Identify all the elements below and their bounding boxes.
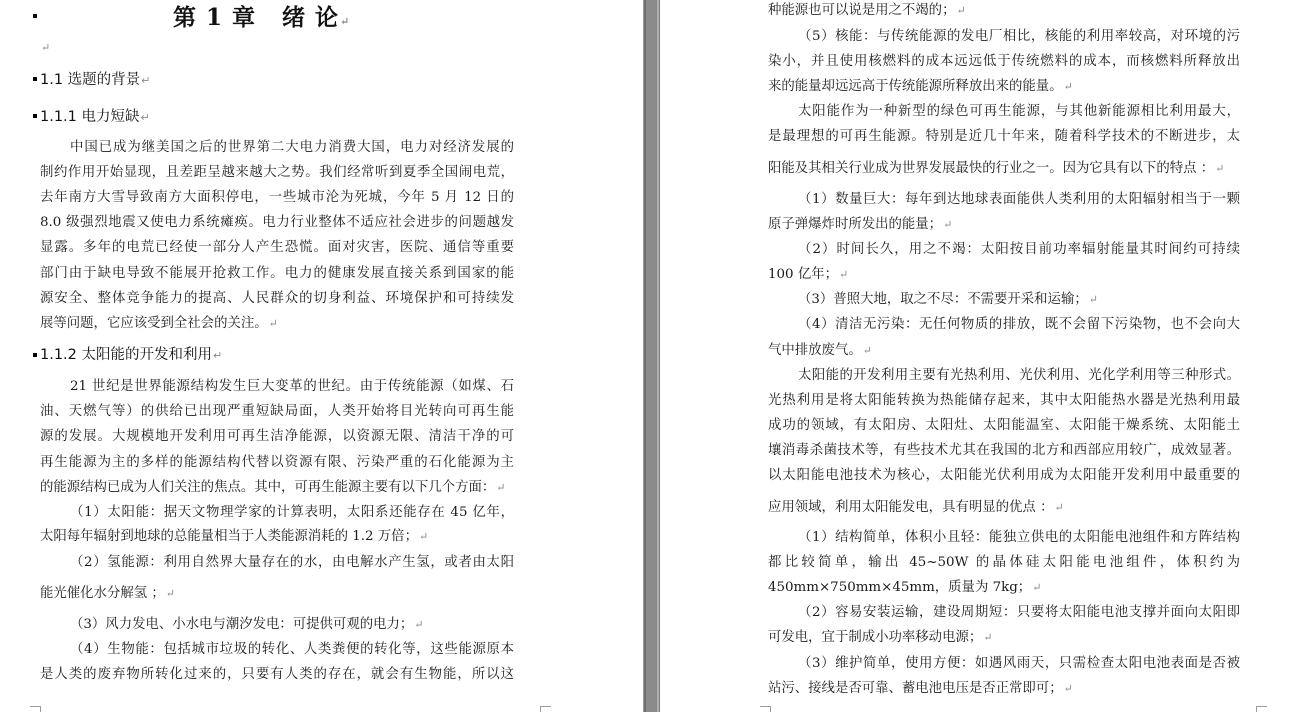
list-item-line: （1）结构简单，体积小且轻：能独立供电的太阳能电池组件和方阵结构 — [798, 530, 1240, 545]
paragraph-line: 去年南方大雪导致南方大面积停电，一些城市沦为死城，今年 5 月 12 日的 — [40, 190, 514, 205]
heading-1-1-1: 1.1.1 电力短缺↵ — [40, 109, 150, 125]
paragraph-line: 应用领域，利用太阳能发电，具有明显的优点 ：↵ — [768, 500, 1064, 515]
paragraph-line: 太阳能作为一种新型的绿色可再生能源，与其他新能源相比利用最大， — [798, 104, 1240, 119]
paragraph-mark-bullet — [33, 14, 37, 18]
list-item-line: 100 亿年；↵ — [768, 267, 849, 282]
list-item-line: （2）时间长久，用之不竭：太阳按目前功率辐射能量其时间约可持续 — [798, 242, 1240, 257]
document-page-left — [0, 0, 643, 712]
paragraph-mark-bullet — [33, 353, 37, 357]
page-corner-marker — [540, 706, 551, 712]
paragraph-line: 光热利用是将太阳能转换为热能储存起来，其中太阳能热水器是光热利用最 — [768, 393, 1240, 408]
list-item-line: （4）生物能：包括城市垃圾的转化、人类粪便的转化等，这些能源原本 — [70, 642, 514, 657]
paragraph-line: 源的发展。大规模地开发利用可再生洁净能源，以资源无限、清洁干净的可 — [40, 429, 514, 444]
document-page-right — [660, 0, 1313, 712]
list-item-line: 气中排放废气。↵ — [768, 343, 872, 358]
list-item-line: 可发电，宜于制成小功率移动电源；↵ — [768, 630, 993, 645]
list-item-line: （3）风力发电、小水电与潮汐发电：可提供可观的电力；↵ — [70, 617, 424, 632]
paragraph-line: 成功的领域，有太阳房、太阳灶、太阳能温室、太阳能干燥系统、太阳能土 — [768, 418, 1240, 433]
list-item-line: 来的能量却远远高于传统能源所释放出来的能量。↵ — [768, 79, 1073, 94]
paragraph-line: 太阳能的开发利用主要有光热利用、光伏利用、光化学利用等三种形式。 — [798, 368, 1240, 383]
paragraph-line: 展等问题，它应该受到全社会的关注。↵ — [40, 316, 278, 331]
list-item-line: （3）普照大地，取之不尽：不需要开采和运输；↵ — [798, 292, 1098, 307]
list-item-line: 染小，并且使用核燃料的成本远远低于传统燃料的成本，而核燃料所释放出 — [768, 54, 1240, 69]
paragraph-line: 以太阳能电池技术为核心，太阳能光伏利用成为太阳能开发利用中最重要的 — [768, 468, 1240, 483]
list-item-line: （5）核能：与传统能源的发电厂相比，核能的利用率较高，对环境的污 — [798, 29, 1240, 44]
paragraph-line: 壤消毒杀菌技术等，有些技术尤其在我国的北方和西部应用较广，成效显著。 — [768, 443, 1240, 458]
paragraph-line: 8.0 级强烈地震又使电力系统瘫痪。电力行业整体不适应社会进步的问题越发 — [40, 215, 514, 230]
list-item-line: （1）数量巨大：每年到达地球表面能供人类利用的太阳辐射相当于一颗 — [798, 192, 1240, 207]
list-item-line: 是人类的废弃物所转化过来的，只要有人类的存在，就会有生物能，所以这 — [40, 667, 514, 682]
heading-1-1: 1.1 选题的背景↵ — [40, 72, 151, 88]
paragraph-line: 的能源结构已成为人们关注的焦点。其中，可再生能源主要有以下几个方面：↵ — [40, 480, 506, 495]
list-item-line: 太阳每年辐射到地球的总能量相当于人类能源消耗的 1.2 万倍；↵ — [40, 529, 429, 544]
paragraph-mark-bullet — [33, 114, 37, 118]
list-item-line: 能光催化水分解氢 ；↵ — [40, 586, 175, 601]
paragraph-line: 油、天燃气等）的供给已出现严重短缺局面，人类开始将目光转向可再生能 — [40, 404, 514, 419]
list-item-line: （2）容易安装运输，建设周期短：只要将太阳能电池支撑并面向太阳即 — [798, 605, 1240, 620]
list-item-line: 站污、接线是否可靠、蓄电池电压是否正常即可；↵ — [768, 681, 1073, 696]
chapter-name: 绪 论 — [282, 4, 340, 31]
list-item-line: （3）维护简单，使用方便：如遇风雨天，只需检查太阳电池表面是否被 — [798, 656, 1240, 671]
paragraph-line: 源安全、整体竞争能力的提高、人民群众的切身利益、环境保护和可持续发 — [40, 291, 514, 306]
list-item-line: （4）清洁无污染：无任何物质的排放，既不会留下污染物，也不会向大 — [798, 317, 1240, 332]
page-separator — [643, 0, 660, 712]
list-item-line: 450mm×750mm×45mm，质量为 7kg；↵ — [768, 580, 1042, 595]
paragraph-line: 再生能源为主的多样的能源结构代替以资源有限、污染严重的石化能源为主 — [40, 455, 514, 470]
paragraph-line: 种能源也可以说是用之不竭的；↵ — [768, 3, 966, 18]
paragraph-line: 中国已成为继美国之后的世界第二大电力消费大国，电力对经济发展的 — [70, 140, 514, 155]
list-item-line: （1）太阳能：据天文物理学家的计算表明，太阳系还能存在 45 亿年， — [70, 505, 514, 520]
chapter-number: 第 1 章 — [173, 4, 257, 31]
paragraph-line: 是最理想的可再生能源。特别是近几十年来，随着科学技术的不断进步，太 — [768, 129, 1240, 144]
list-item-line: （2）氢能源：利用自然界大量存在的水，由电解水产生氢，或者由太阳 — [70, 555, 514, 570]
page-corner-marker — [1256, 706, 1267, 712]
paragraph-line: 21 世纪是世界能源结构发生巨大变革的世纪。由于传统能源（如煤、石 — [70, 379, 514, 394]
paragraph-line: 制约作用开始显现，且差距呈越来越大之势。我们经常听到夏季全国闹电荒， — [40, 165, 514, 180]
heading-1-1-2: 1.1.2 太阳能的开发和利用↵ — [40, 347, 223, 363]
return-mark: ↵ — [340, 15, 351, 28]
list-item-line: 原子弹爆炸时所发出的能量；↵ — [768, 217, 953, 232]
page-corner-marker — [760, 706, 771, 712]
paragraph-line: 显露。多年的电荒已经使一部分人产生恐慌。面对灾害，医院、通信等重要 — [40, 240, 514, 255]
paragraph-line: 阳能及其相关行业成为世界发展最快的行业之一。因为它具有以下的特点 ：↵ — [768, 161, 1225, 176]
empty-paragraph: ↵ — [41, 41, 51, 54]
paragraph-line: 部门由于缺电导致不能展开抢救工作。电力的健康发展直接关系到国家的能 — [40, 266, 514, 281]
list-item-line: 都比较简单，输出 45~50W 的晶体硅太阳能电池组件，体积约为 — [768, 555, 1240, 570]
chapter-title — [173, 3, 350, 37]
page-corner-marker — [30, 706, 41, 712]
paragraph-mark-bullet — [33, 77, 37, 81]
